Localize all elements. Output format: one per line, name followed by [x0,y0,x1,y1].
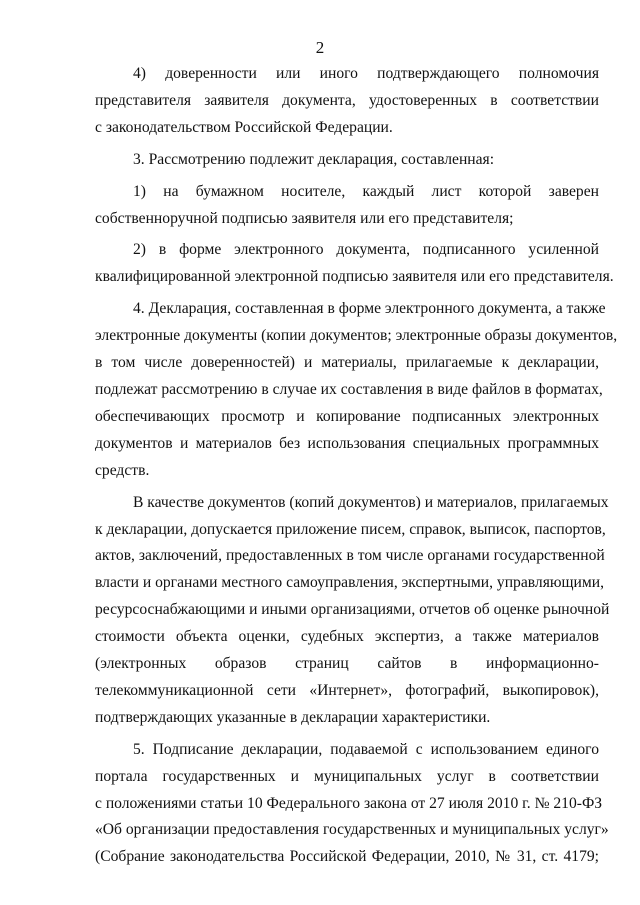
text-line: власти и органами местного самоуправления, экспертными, управляющими, [95,574,605,592]
text-line: средств. [95,461,150,479]
paragraph-4-electronic-documents [95,296,618,484]
text-line: стоимости объекта оценки, судебных экспертиз, а также материалов [95,628,599,646]
text-line: 5. Подписание декларации, подаваемой с использованием единого [133,740,599,758]
text-line: (Собрание законодательства Российской Федерации, 2010, № 31, ст. 4179; [95,848,599,866]
text-line: ресурсоснабжающими и иными организациями, отчетов об оценке рыночной [95,601,610,619]
page-number: 2 [315,38,325,57]
paragraph-paper-form [95,179,599,233]
text-line: «Об организации предоставления государственных и муниципальных услуг» [95,821,609,839]
paragraph-5-signing [95,737,609,872]
text-line: 1) на бумажном носителе, каждый лист которой заверен [133,182,599,200]
text-line: с положениями статьи 10 Федерального закона от 27 июля 2010 г. № 210-ФЗ [95,794,603,812]
text-line: электронные документы (копии документов; электронные образы документов, [95,327,618,345]
text-line: 2) в форме электронного документа, подписанного усиленной [133,241,599,259]
text-line: портала государственных и муниципальных услуг в соответствии [95,767,599,785]
text-line: квалифицированной электронной подписью заявителя или его представителя. [95,268,614,286]
text-line: в том числе доверенностей) и материалы, прилагаемые к декларации, [95,354,599,372]
text-line: 4. Декларация, составленная в форме электронного документа, а также [133,300,606,318]
text-line: 4) доверенности или иного подтверждающего полномочия [133,65,599,82]
paragraph-attached-materials [95,490,610,732]
paragraph-electronic-form [95,237,614,291]
text-line: телекоммуникационной сети «Интернет», фотографий, выкопировок), [95,681,599,699]
text-line: представителя заявителя документа, удостоверенных в соответствии [95,91,599,109]
text-line: обеспечивающих просмотр и копирование подписанных электронных [95,407,599,425]
text-line: 3. Рассмотрению подлежит декларация, составленная: [133,150,495,168]
text-line: собственноручной подписью заявителя или его представителя; [95,209,514,227]
document-body [95,61,618,871]
text-line: актов, заключений, предоставленных в том числе органами государственной [95,547,605,565]
text-line: В качестве документов (копий документов) и материалов, прилагаемых [133,493,609,511]
text-line: подтверждающих указанные в декларации характеристики. [95,708,491,726]
paragraph-power-of-attorney [95,61,599,142]
text-line: документов и материалов без использования специальных программных [95,434,599,452]
text-line: к декларации, допускается приложение писем, справок, выписок, паспортов, [95,520,606,538]
text-line: подлежат рассмотрению в случае их составления в виде файлов в форматах, [95,380,603,398]
text-line: (электронных образов страниц сайтов в информационно- [95,655,599,673]
paragraph-3-declaration [95,147,599,174]
text-line: с законодательством Российской Федерации. [95,118,393,136]
